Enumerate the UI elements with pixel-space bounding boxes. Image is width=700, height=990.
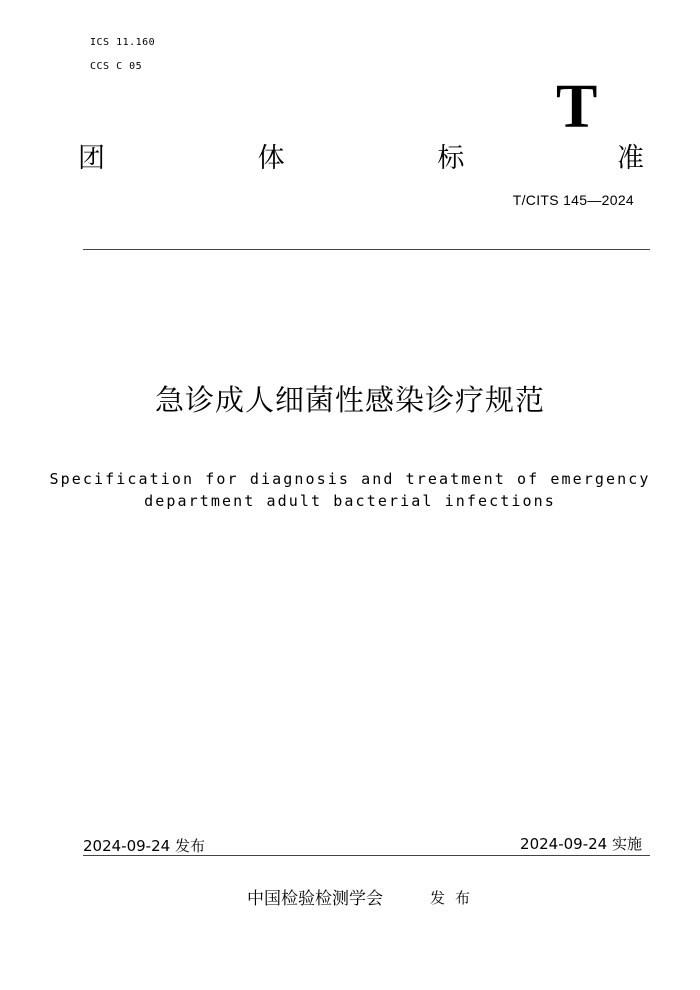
implementation-date: 2024-09-24 实施: [520, 835, 642, 853]
group-standard-char-3: 标: [437, 143, 465, 174]
footer-divider: [83, 855, 650, 856]
english-title-line-1: Specification for diagnosis and treatment of emergency: [49, 470, 651, 488]
ics-code: ICS 11.160: [90, 37, 156, 48]
document-title-english: [0, 468, 700, 512]
issue-date: 2024-09-24 发布: [83, 837, 205, 855]
standard-type-letter: T: [556, 73, 598, 141]
document-title-chinese: 急诊成人细菌性感染诊疗规范: [154, 383, 545, 417]
issuing-organization: 中国检验检测学会: [247, 889, 383, 909]
group-standard-heading: [78, 142, 644, 176]
english-title-line-2: department adult bacterial infections: [144, 492, 556, 510]
group-standard-char-1: 团: [78, 143, 105, 174]
group-standard-char-2: 体: [257, 143, 285, 174]
header-divider: [83, 249, 650, 250]
group-standard-char-4: 准: [616, 143, 644, 174]
standard-number: T/CITS 145—2024: [512, 192, 634, 208]
issue-label: 发布: [430, 889, 481, 907]
ccs-code: CCS C 05: [90, 61, 143, 72]
